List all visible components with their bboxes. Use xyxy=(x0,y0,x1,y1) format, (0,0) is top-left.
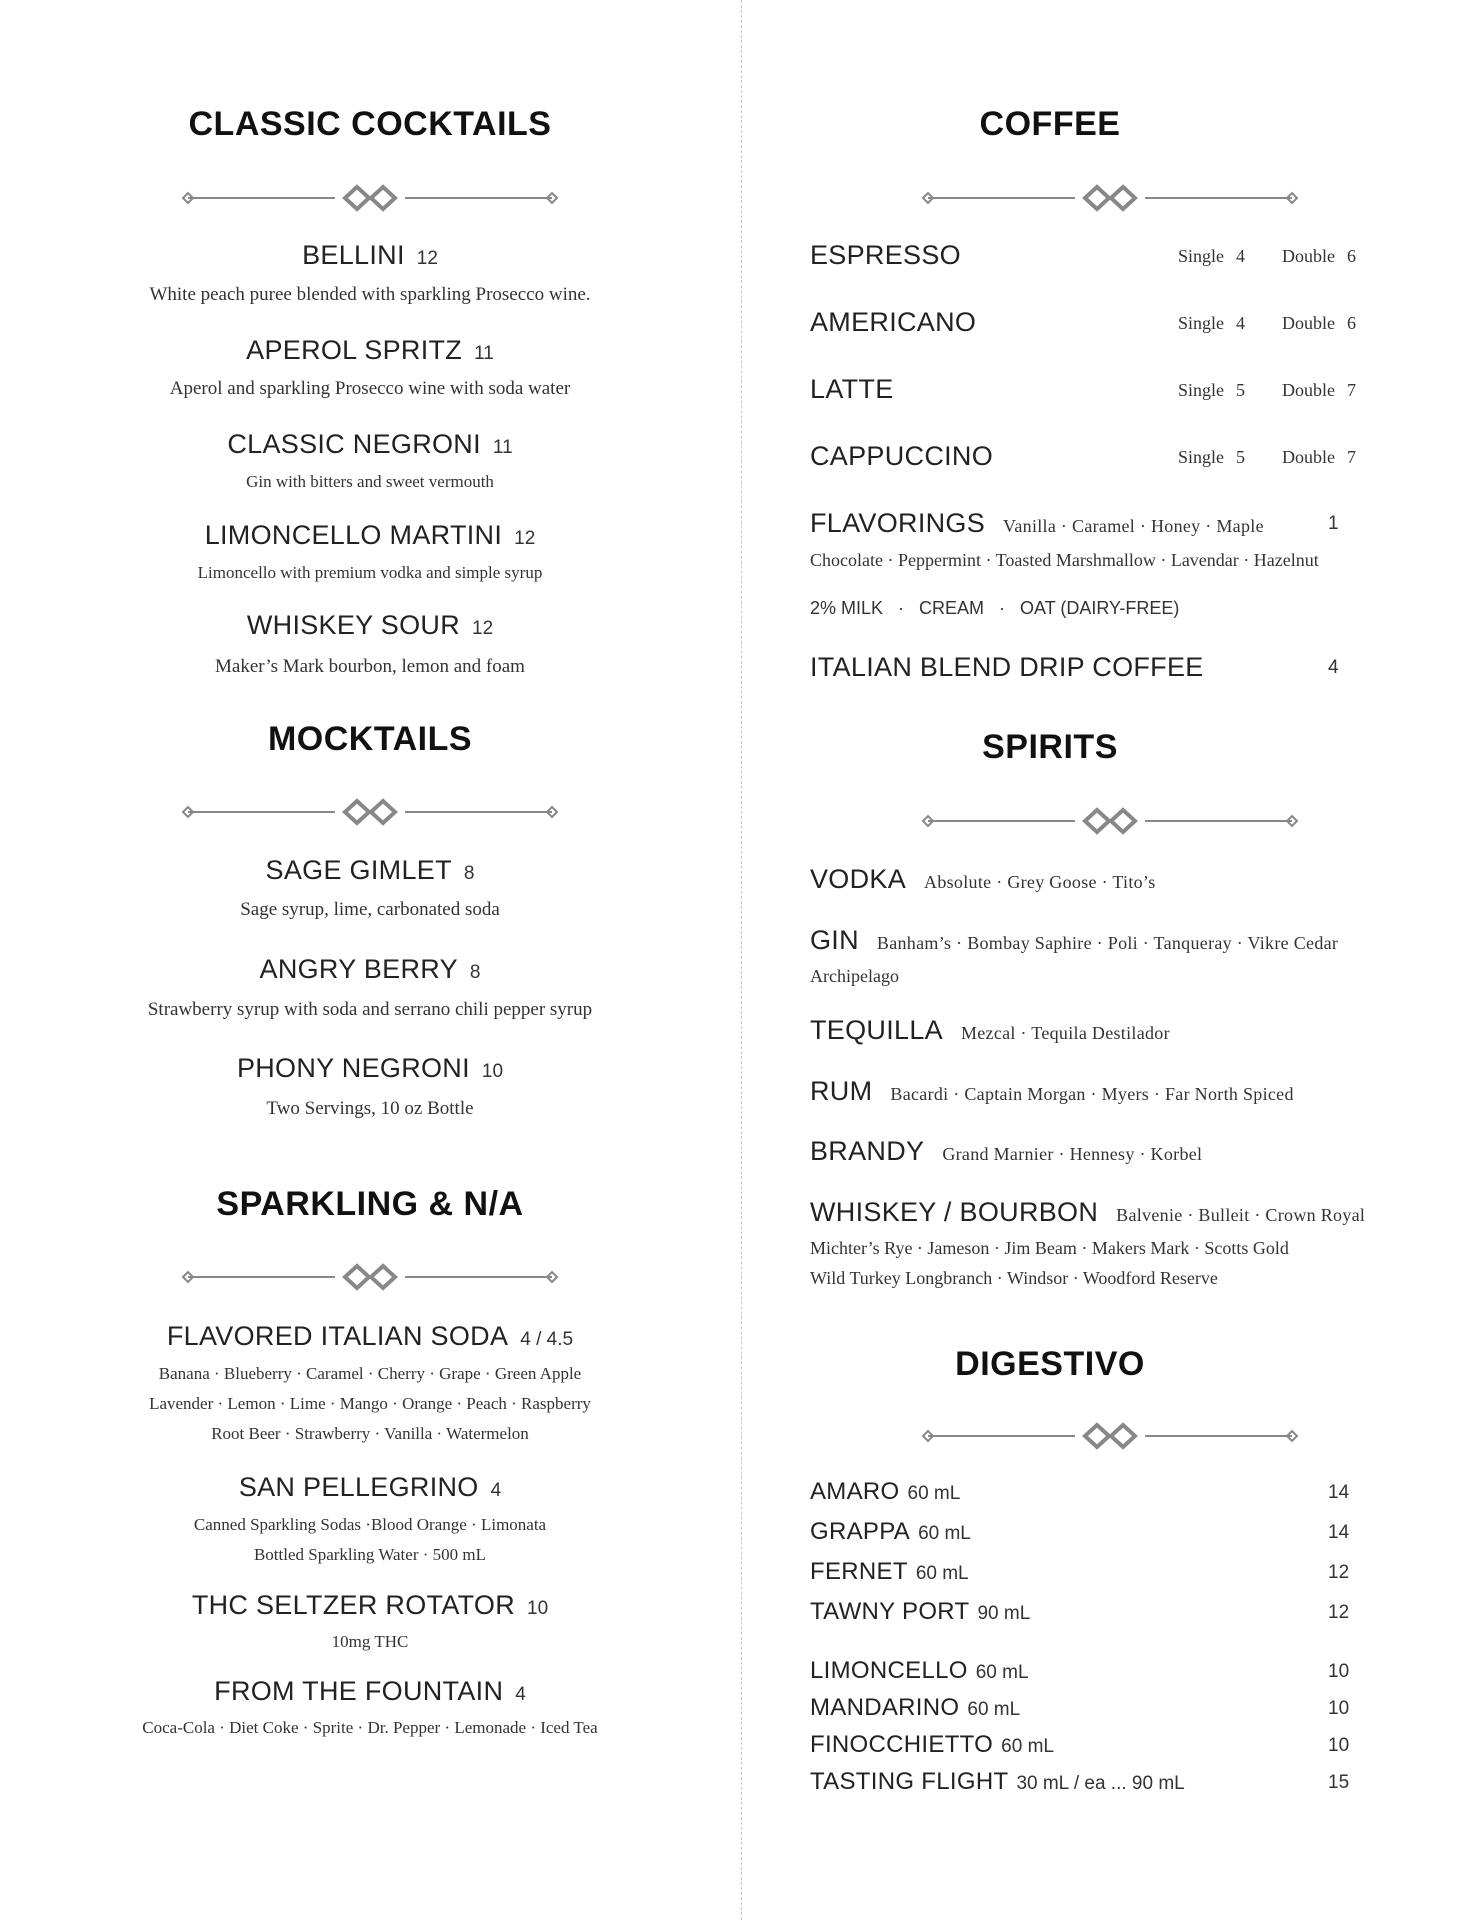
item-name: PHONY NEGRONI xyxy=(236,1053,470,1083)
item-description: Canned Sparkling Sodas ·Blood Orange · Limonata xyxy=(193,1515,547,1534)
brand-list-cont: Wild Turkey Longbranch · Windsor · Woodford Reserve xyxy=(810,1268,1218,1288)
item-description: Strawberry syrup with soda and serrano chili pepper syrup xyxy=(147,999,593,1020)
sparkling-title: SPARKLING & N/A xyxy=(216,1185,524,1223)
double-label: Double xyxy=(1282,246,1335,266)
item-description: Limoncello with premium vodka and simple syrup xyxy=(197,563,543,582)
item-name: TASTING FLIGHT xyxy=(810,1768,1009,1795)
item-price: 8 xyxy=(469,962,481,983)
brand-list: Bacardi · Captain Morgan · Myers · Far North Spiced xyxy=(890,1084,1294,1104)
item-name: BELLINI xyxy=(302,240,405,270)
flavorings-list: Vanilla · Caramel · Honey · Maple xyxy=(1003,516,1264,536)
item-name: SAN PELLEGRINO xyxy=(238,1472,479,1502)
single-price: 4 xyxy=(1236,246,1246,266)
item-description: Aperol and sparkling Prosecco wine with soda water xyxy=(169,378,571,399)
item-name xyxy=(810,1197,1365,1228)
item-price: 12 xyxy=(472,618,494,639)
item-volume: 60 mL xyxy=(967,1699,1021,1720)
digestivo-item xyxy=(810,1518,1370,1548)
flavorings-label: FLAVORINGS xyxy=(810,508,986,538)
item-name: LIMONCELLO MARTINI xyxy=(204,520,503,550)
item-price: 10 xyxy=(1328,1735,1350,1756)
item-name: ANGRY BERRY xyxy=(259,954,458,984)
flavor-list-line: Banana · Blueberry · Caramel · Cherry · Grape · Green Apple xyxy=(158,1364,582,1383)
spirit-item xyxy=(810,1076,1370,1110)
single-option xyxy=(1178,447,1245,468)
coffee-title: COFFEE xyxy=(979,105,1121,143)
item-price: 14 xyxy=(1328,1482,1350,1503)
milk-options: 2% MILK · CREAM · OAT (DAIRY-FREE) xyxy=(810,598,1180,618)
digestivo-item xyxy=(810,1598,1370,1628)
spirit-item xyxy=(810,864,1370,898)
item-price: 11 xyxy=(474,343,494,364)
item-name: ITALIAN BLEND DRIP COFFEE xyxy=(810,652,1204,682)
item-name xyxy=(810,508,1264,539)
item-name: FLAVORED ITALIAN SODA xyxy=(166,1321,509,1351)
flavor-list-line: Lavender · Lemon · Lime · Mango · Orange · Peach · Raspberry xyxy=(149,1394,591,1413)
item-price: 10 xyxy=(1328,1661,1350,1682)
item-name: LATTE xyxy=(810,374,894,404)
single-option xyxy=(1178,246,1245,267)
item-name xyxy=(810,1015,1170,1046)
menu-item xyxy=(60,520,680,551)
item-name: AMERICANO xyxy=(810,307,977,337)
item-name xyxy=(810,925,1338,956)
item-name: GRAPPA xyxy=(810,1518,911,1545)
item-price: 4 xyxy=(515,1684,526,1705)
double-option xyxy=(1282,447,1356,468)
divider-ornament xyxy=(180,183,560,213)
item-name: FROM THE FOUNTAIN xyxy=(214,1676,504,1706)
item-volume: 30 mL / ea ... 90 mL xyxy=(1016,1773,1185,1794)
spirits-title: SPIRITS xyxy=(982,728,1118,766)
brand-list: Balvenie · Bulleit · Crown Royal xyxy=(1116,1205,1366,1225)
spirit-item xyxy=(810,1197,1370,1231)
spirit-name: WHISKEY / BOURBON xyxy=(810,1197,1099,1227)
single-option xyxy=(1178,380,1245,401)
double-option xyxy=(1282,246,1356,267)
divider-ornament xyxy=(920,183,1300,213)
menu-item xyxy=(60,429,680,460)
item-name: MANDARINO xyxy=(810,1694,960,1721)
item-price: 10 xyxy=(1328,1698,1350,1719)
double-price: 6 xyxy=(1347,313,1356,333)
single-price: 4 xyxy=(1236,313,1246,333)
item-name: FINOCCHIETTO xyxy=(810,1731,994,1758)
item-name: FERNET xyxy=(810,1558,908,1585)
flavorings-item xyxy=(810,508,1370,542)
digestivo-item xyxy=(810,1558,1370,1588)
item-price: 12 xyxy=(1328,1562,1350,1583)
spirit-item xyxy=(810,925,1370,959)
item-name xyxy=(810,1136,1202,1167)
item-description: Maker’s Mark bourbon, lemon and foam xyxy=(215,656,525,677)
spirit-name: TEQUILLA xyxy=(810,1015,943,1045)
item-price: 4 / 4.5 xyxy=(520,1329,574,1350)
drip-coffee-item xyxy=(810,652,1370,686)
item-name: LIMONCELLO xyxy=(810,1657,968,1684)
item-name xyxy=(810,1076,1294,1107)
double-option xyxy=(1282,380,1356,401)
double-price: 6 xyxy=(1347,246,1356,266)
double-price: 7 xyxy=(1347,380,1356,400)
spirit-item xyxy=(810,1136,1370,1170)
spirit-name: BRANDY xyxy=(810,1136,925,1166)
flavor-list-line: Root Beer · Strawberry · Vanilla · Watermelon xyxy=(211,1424,529,1443)
digestivo-item xyxy=(810,1478,1370,1508)
item-description: 10mg THC xyxy=(331,1632,409,1651)
item-name: ESPRESSO xyxy=(810,240,961,270)
single-price: 5 xyxy=(1236,380,1246,400)
brand-list: Grand Marnier · Hennesy · Korbel xyxy=(942,1144,1203,1164)
brand-list: Banham’s · Bombay Saphire · Poli · Tanqueray · Vikre Cedar xyxy=(876,933,1339,953)
item-volume: 90 mL xyxy=(977,1603,1031,1624)
item-description: Coca-Cola · Diet Coke · Sprite · Dr. Pepper · Lemonade · Iced Tea xyxy=(142,1718,598,1737)
divider-ornament xyxy=(920,1421,1300,1451)
digestivo-title: DIGESTIVO xyxy=(955,1345,1145,1383)
menu-item xyxy=(60,335,680,366)
item-price: 14 xyxy=(1328,1522,1350,1543)
menu-item xyxy=(60,610,680,641)
spirit-name: GIN xyxy=(810,925,859,955)
menu-item xyxy=(60,1676,680,1707)
menu-item xyxy=(60,1053,680,1084)
item-description: White peach puree blended with sparkling Prosecco wine. xyxy=(149,284,591,305)
menu-item xyxy=(60,1590,680,1621)
flavorings-list-cont: Chocolate · Peppermint · Toasted Marshmallow · Lavendar · Hazelnut xyxy=(810,550,1319,570)
digestivo-item xyxy=(810,1694,1370,1724)
classic-cocktails-title: CLASSIC COCKTAILS xyxy=(188,105,552,143)
item-name: APEROL SPRITZ xyxy=(246,335,463,365)
double-label: Double xyxy=(1282,313,1335,333)
double-label: Double xyxy=(1282,380,1335,400)
divider-ornament xyxy=(920,806,1300,836)
double-label: Double xyxy=(1282,447,1335,467)
coffee-item xyxy=(810,374,1370,408)
item-volume: 60 mL xyxy=(918,1523,971,1544)
mocktails-title: MOCKTAILS xyxy=(267,720,473,758)
item-name: TAWNY PORT xyxy=(810,1598,970,1625)
item-name: SAGE GIMLET xyxy=(265,855,452,885)
item-description: Gin with bitters and sweet vermouth xyxy=(246,472,494,491)
item-price: 15 xyxy=(1328,1772,1350,1793)
item-name: WHISKEY SOUR xyxy=(246,610,460,640)
single-label: Single xyxy=(1178,246,1225,266)
single-label: Single xyxy=(1178,380,1225,400)
brand-list: Mezcal · Tequila Destilador xyxy=(960,1023,1170,1043)
item-volume: 60 mL xyxy=(1001,1736,1054,1757)
menu-item xyxy=(60,954,680,985)
single-label: Single xyxy=(1178,313,1225,333)
digestivo-item xyxy=(810,1731,1370,1761)
menu-item xyxy=(60,1321,680,1352)
item-price: 12 xyxy=(1328,1602,1350,1623)
menu-item xyxy=(60,1472,680,1503)
item-volume: 60 mL xyxy=(975,1662,1029,1683)
item-price: 12 xyxy=(514,528,536,549)
item-volume: 60 mL xyxy=(907,1483,961,1504)
divider-ornament xyxy=(180,1262,560,1292)
menu-item xyxy=(60,855,680,886)
single-price: 5 xyxy=(1236,447,1246,467)
item-price: 4 xyxy=(1328,657,1339,678)
item-price: 1 xyxy=(1328,513,1339,534)
spirit-item xyxy=(810,1015,1370,1049)
single-option xyxy=(1178,313,1245,334)
item-description: Bottled Sparkling Water · 500 mL xyxy=(253,1545,487,1564)
digestivo-item xyxy=(810,1768,1370,1798)
coffee-item xyxy=(810,307,1370,341)
item-description: Sage syrup, lime, carbonated soda xyxy=(240,899,500,920)
coffee-item xyxy=(810,240,1370,274)
single-label: Single xyxy=(1178,447,1225,467)
brand-list-cont: Archipelago xyxy=(810,966,899,986)
item-price: 10 xyxy=(527,1598,549,1619)
brand-list: Absolute · Grey Goose · Tito’s xyxy=(924,872,1156,892)
spirit-name: RUM xyxy=(810,1076,873,1106)
item-price: 8 xyxy=(463,863,475,884)
item-name xyxy=(810,864,1156,895)
double-price: 7 xyxy=(1347,447,1356,467)
item-price: 10 xyxy=(481,1061,504,1082)
digestivo-item xyxy=(810,1657,1370,1687)
item-name: AMARO xyxy=(810,1478,900,1505)
item-name: CLASSIC NEGRONI xyxy=(227,429,481,459)
column-divider xyxy=(741,0,742,1920)
item-price: 4 xyxy=(490,1480,502,1501)
item-description: Two Servings, 10 oz Bottle xyxy=(266,1098,474,1119)
menu-item xyxy=(60,240,680,271)
coffee-item xyxy=(810,441,1370,475)
double-option xyxy=(1282,313,1356,334)
item-volume: 60 mL xyxy=(915,1563,969,1584)
spirit-name: VODKA xyxy=(810,864,907,894)
item-name: CAPPUCCINO xyxy=(810,441,994,471)
divider-ornament xyxy=(180,797,560,827)
brand-list-cont: Michter’s Rye · Jameson · Jim Beam · Makers Mark · Scotts Gold xyxy=(810,1238,1289,1258)
item-name: THC SELTZER ROTATOR xyxy=(191,1590,516,1620)
item-price: 12 xyxy=(416,248,438,269)
item-price: 11 xyxy=(492,437,513,458)
